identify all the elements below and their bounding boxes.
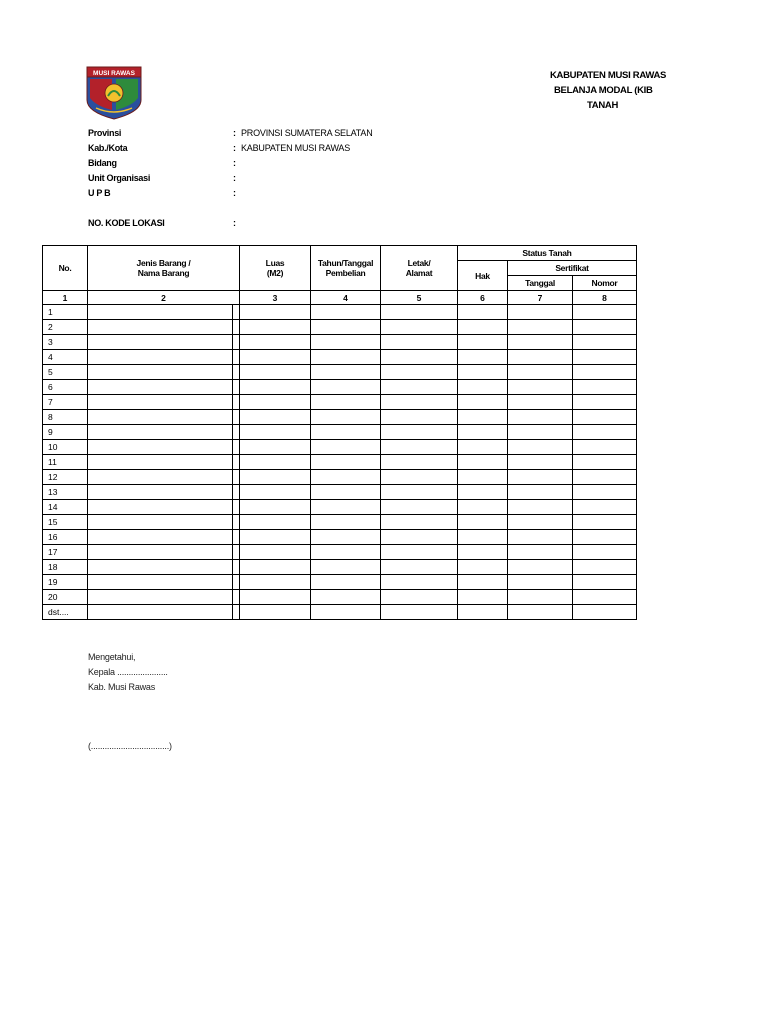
table-cell [458, 410, 508, 425]
table-cell [311, 455, 381, 470]
table-cell [573, 545, 637, 560]
table-cell [381, 515, 458, 530]
table-cell [88, 440, 233, 455]
header-tanggal: Tanggal [508, 276, 573, 291]
table-row [43, 545, 637, 560]
table-cell [311, 335, 381, 350]
table-cell [508, 410, 573, 425]
table-cell [381, 305, 458, 320]
table-cell [458, 440, 508, 455]
table-cell [240, 605, 311, 620]
table-cell [240, 335, 311, 350]
table-row [43, 350, 637, 365]
table-cell [311, 305, 381, 320]
table-cell [233, 470, 240, 485]
table-cell [458, 530, 508, 545]
crest-icon [86, 66, 142, 120]
table-cell [508, 320, 573, 335]
table-cell [233, 530, 240, 545]
table-cell [311, 470, 381, 485]
table-cell [233, 335, 240, 350]
header-line-1: KABUPATEN MUSI RAWAS [550, 70, 667, 81]
table-cell [381, 410, 458, 425]
row-number: 16 [43, 530, 88, 545]
row-number: 3 [43, 335, 88, 350]
table-cell [573, 605, 637, 620]
table-cell [233, 410, 240, 425]
table-cell [233, 365, 240, 380]
table-row [43, 560, 637, 575]
table-cell [458, 320, 508, 335]
header-no: No. [43, 246, 88, 291]
table-cell [508, 365, 573, 380]
table-cell [573, 425, 637, 440]
table-cell [381, 560, 458, 575]
table-cell [311, 320, 381, 335]
table-cell [88, 470, 233, 485]
table-cell [508, 530, 573, 545]
kepala-text: Kepala ...................... [88, 667, 168, 677]
table-cell [240, 365, 311, 380]
table-cell [88, 380, 233, 395]
row-number: 15 [43, 515, 88, 530]
row-number: 1 [43, 305, 88, 320]
col-number: 1 [43, 291, 88, 305]
table-cell [88, 590, 233, 605]
table-cell [508, 440, 573, 455]
table-cell [240, 395, 311, 410]
table-cell [233, 590, 240, 605]
table-cell [381, 545, 458, 560]
column-number-row [43, 291, 637, 305]
table-cell [381, 575, 458, 590]
table-cell [573, 500, 637, 515]
table-cell [240, 560, 311, 575]
row-number: 2 [43, 320, 88, 335]
table-cell [88, 305, 233, 320]
table-cell [88, 350, 233, 365]
table-cell [573, 560, 637, 575]
table-cell [458, 545, 508, 560]
mengetahui-text: Mengetahui, [88, 652, 136, 662]
table-cell [233, 440, 240, 455]
table-cell [88, 395, 233, 410]
table-cell [508, 500, 573, 515]
table-cell [458, 500, 508, 515]
table-cell [233, 455, 240, 470]
header-luas: Luas (M2) [240, 246, 311, 291]
row-number: 19 [43, 575, 88, 590]
table-cell [381, 605, 458, 620]
table-cell [311, 440, 381, 455]
table-cell [458, 470, 508, 485]
table-cell [88, 605, 233, 620]
table-cell [240, 590, 311, 605]
row-number: 4 [43, 350, 88, 365]
table-cell [311, 410, 381, 425]
table-cell [88, 320, 233, 335]
table-cell [240, 410, 311, 425]
kib-tanah-table [42, 245, 637, 620]
table-cell [573, 305, 637, 320]
table-row [43, 305, 637, 320]
table-cell [508, 545, 573, 560]
table-cell [573, 335, 637, 350]
col-number: 6 [458, 291, 508, 305]
table-cell [240, 320, 311, 335]
table-cell [311, 515, 381, 530]
table-cell [458, 365, 508, 380]
table-cell [88, 365, 233, 380]
row-number: 14 [43, 500, 88, 515]
kab-text: Kab. Musi Rawas [88, 682, 156, 692]
header-status-tanah: Status Tanah [458, 246, 637, 261]
table-cell [88, 575, 233, 590]
table-row [43, 395, 637, 410]
row-number: 9 [43, 425, 88, 440]
table-cell [311, 380, 381, 395]
table-cell [458, 575, 508, 590]
table-cell [88, 545, 233, 560]
table-row [43, 440, 637, 455]
table-cell [240, 440, 311, 455]
table-row [43, 575, 637, 590]
col-number: 8 [573, 291, 637, 305]
table-row [43, 515, 637, 530]
col-number: 4 [311, 291, 381, 305]
table-cell [458, 560, 508, 575]
table-row [43, 590, 637, 605]
table-cell [573, 515, 637, 530]
table-cell [311, 545, 381, 560]
col-number: 7 [508, 291, 573, 305]
table-cell [573, 365, 637, 380]
table-cell [508, 335, 573, 350]
table-cell [573, 485, 637, 500]
table-cell [311, 500, 381, 515]
row-number: 17 [43, 545, 88, 560]
table-cell [240, 305, 311, 320]
table-cell [88, 410, 233, 425]
row-number: 8 [43, 410, 88, 425]
table-cell [88, 530, 233, 545]
table-cell [381, 590, 458, 605]
table-cell [311, 575, 381, 590]
table-cell [233, 305, 240, 320]
table-cell [311, 425, 381, 440]
table-cell [233, 515, 240, 530]
table-cell [311, 350, 381, 365]
row-number: 10 [43, 440, 88, 455]
table-cell [240, 425, 311, 440]
col-number: 5 [381, 291, 458, 305]
table-cell [458, 350, 508, 365]
table-row [43, 530, 637, 545]
table-row [43, 380, 637, 395]
header-jenis-barang: Jenis Barang / Nama Barang [88, 246, 240, 291]
table-cell [233, 350, 240, 365]
table-cell [88, 485, 233, 500]
table-row [43, 425, 637, 440]
table-cell [458, 455, 508, 470]
table-cell [233, 605, 240, 620]
table-cell [508, 575, 573, 590]
table-cell [381, 425, 458, 440]
table-cell [508, 380, 573, 395]
table-cell [311, 365, 381, 380]
table-cell [311, 485, 381, 500]
table-cell [458, 395, 508, 410]
table-cell [381, 380, 458, 395]
table-cell [381, 350, 458, 365]
table-cell [458, 485, 508, 500]
table-cell [458, 605, 508, 620]
table-cell [458, 590, 508, 605]
table-cell [573, 440, 637, 455]
table-cell [311, 530, 381, 545]
header-sertifikat: Sertifikat [508, 261, 637, 276]
table-cell [573, 395, 637, 410]
table-cell [381, 470, 458, 485]
row-number: 18 [43, 560, 88, 575]
table-cell [573, 320, 637, 335]
table-cell [381, 455, 458, 470]
table-cell [508, 350, 573, 365]
table-cell [240, 530, 311, 545]
table-cell [88, 500, 233, 515]
table-cell [233, 500, 240, 515]
table-cell [508, 470, 573, 485]
table-cell [233, 395, 240, 410]
table-row [43, 365, 637, 380]
table-cell [240, 380, 311, 395]
table-cell [240, 350, 311, 365]
header-tahun: Tahun/Tanggal Pembelian [311, 246, 381, 291]
table-cell [311, 395, 381, 410]
table-cell [233, 545, 240, 560]
report-header [520, 68, 768, 113]
header-hak: Hak [458, 261, 508, 291]
row-number: 12 [43, 470, 88, 485]
col-number: 3 [240, 291, 311, 305]
table-cell [88, 335, 233, 350]
table-cell [381, 320, 458, 335]
table-cell [311, 590, 381, 605]
table-cell [233, 320, 240, 335]
table-cell [381, 365, 458, 380]
table-cell [233, 485, 240, 500]
table-cell [233, 560, 240, 575]
table-cell [458, 305, 508, 320]
row-number: dst.... [43, 605, 88, 620]
table-cell [458, 380, 508, 395]
table-cell [88, 425, 233, 440]
header-nomor: Nomor [573, 276, 637, 291]
table-cell [381, 485, 458, 500]
table-cell [458, 515, 508, 530]
table-row [43, 320, 637, 335]
table-cell [508, 590, 573, 605]
musi-rawas-logo [86, 66, 142, 120]
table-cell [573, 470, 637, 485]
table-row [43, 485, 637, 500]
table-cell [458, 335, 508, 350]
table-row [43, 335, 637, 350]
table-cell [233, 425, 240, 440]
row-number: 6 [43, 380, 88, 395]
table-cell [311, 605, 381, 620]
table-row [43, 455, 637, 470]
table-cell [573, 380, 637, 395]
table-cell [381, 395, 458, 410]
row-number: 11 [43, 455, 88, 470]
header-line-3: TANAH [587, 100, 619, 111]
row-number: 13 [43, 485, 88, 500]
table-cell [573, 350, 637, 365]
row-number: 7 [43, 395, 88, 410]
table-cell [240, 515, 311, 530]
svg-text:MUSI RAWAS: MUSI RAWAS [93, 70, 135, 77]
table-cell [573, 410, 637, 425]
col-number: 2 [88, 291, 240, 305]
header-line-2: BELANJA MODAL (KIB [554, 85, 653, 96]
table-cell [508, 395, 573, 410]
table-row [43, 410, 637, 425]
table-cell [573, 455, 637, 470]
table-cell [240, 455, 311, 470]
table-cell [381, 530, 458, 545]
table-cell [573, 590, 637, 605]
table-cell [573, 530, 637, 545]
table-cell [88, 515, 233, 530]
table-cell [381, 500, 458, 515]
header-letak: Letak/ Alamat [381, 246, 458, 291]
table-cell [88, 560, 233, 575]
table-cell [233, 380, 240, 395]
table-cell [508, 485, 573, 500]
table-cell [508, 455, 573, 470]
table-cell [311, 560, 381, 575]
row-number: 5 [43, 365, 88, 380]
table-cell [88, 455, 233, 470]
table-cell [240, 500, 311, 515]
table-cell [381, 440, 458, 455]
table-row [43, 470, 637, 485]
signature-line: (..................................) [88, 741, 172, 751]
table-row [43, 605, 637, 620]
table-cell [508, 425, 573, 440]
table-cell [458, 425, 508, 440]
table-cell [240, 470, 311, 485]
table-cell [573, 575, 637, 590]
table-cell [381, 335, 458, 350]
row-number: 20 [43, 590, 88, 605]
table-cell [508, 515, 573, 530]
table-row [43, 500, 637, 515]
table-cell [508, 605, 573, 620]
table-cell [240, 485, 311, 500]
table-cell [240, 575, 311, 590]
footer-approval [88, 650, 168, 695]
table-cell [240, 545, 311, 560]
table-cell [233, 575, 240, 590]
table-cell [508, 305, 573, 320]
table-cell [508, 560, 573, 575]
